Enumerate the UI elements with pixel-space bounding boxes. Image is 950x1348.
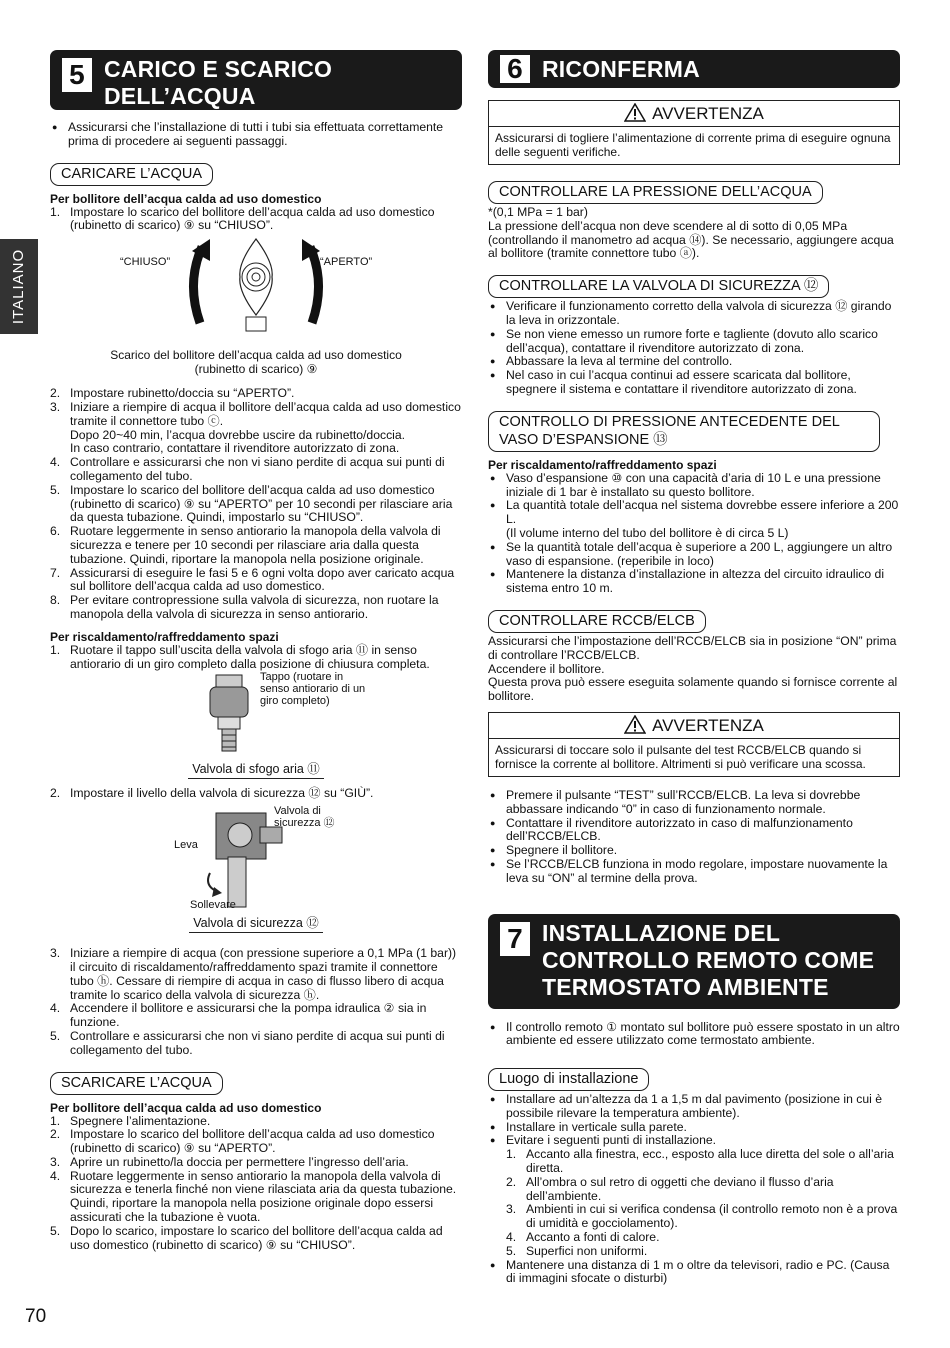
list-item: ● Installare in verticale sulla parete. <box>488 1121 900 1135</box>
right-column <box>488 50 900 1286</box>
luogo-heading: Luogo di installazione <box>488 1068 649 1091</box>
luogo-avoid-list <box>488 1148 900 1258</box>
list-item: 3. Aprire un rubinetto/la doccia per permettere l’ingresso dell’aria. <box>50 1154 409 1169</box>
intro-item: ● Assicurarsi che l’installazione di tutti i tubi sia effettuata correttamente prima di procedere ai seguenti passaggi. <box>50 121 462 149</box>
fig-tappo-label: Tappo (ruotare in senso antiorario di un giro completo) <box>260 671 366 708</box>
section-6-number: 6 <box>500 55 530 83</box>
warning-1-title: AVVERTENZA <box>652 104 764 123</box>
valvola-heading: CONTROLLARE LA VALVOLA DI SICUREZZA ⑫ <box>488 275 829 298</box>
section-6-title: RICONFERMA <box>542 56 700 82</box>
left-column <box>50 50 462 1252</box>
list-item: 4. Controllare e assicurarsi che non vi siano perdite di acqua sui punti di collegamento del tubo. <box>50 455 445 483</box>
scaricare-steps <box>50 1115 462 1253</box>
language-tab <box>0 239 38 334</box>
warning-2-header <box>489 713 899 739</box>
caricare-sub1: Per bollitore dell’acqua calda ad uso domestico <box>50 191 322 206</box>
list-item: 6. Ruotare leggermente in senso antiorario la manopola della valvola di sicurezza e tenere per 10 secondi per rilasciare aria dalla questa tubazione. Quindi, riportare la manopola nella posizione originale. <box>50 524 441 566</box>
page-number: 70 <box>25 1306 47 1327</box>
list-item: ● Mantenere una distanza di 1 m o oltre da televisori, radio e PC. (Causa di immagini sfocate o disturbi) <box>488 1259 900 1287</box>
list-item: ● Evitare i seguenti punti di installazione. <box>488 1134 900 1148</box>
fig-aperto-label: “APERTO” <box>320 256 373 269</box>
list-item: 4. Accanto a fonti di calore. <box>506 1230 660 1245</box>
section-6-header <box>488 50 900 88</box>
list-item: ● La quantità totale dell’acqua nel sistema dovrebbe essere inferiore a 200 L. (Il volume interno del tubo del bollitore è di circa 5 L) <box>488 499 900 540</box>
list-item: 1. Impostare lo scarico del bollitore dell’acqua calda ad uso domestico (rubinetto di scarico) ⑨ su “CHIUSO”. <box>50 204 435 233</box>
luogo-list <box>488 1093 900 1148</box>
list-item: 7. Assicurarsi di eseguire le fasi 5 e 6 ogni volta dopo aver caricato acqua sul bollitore dell’acqua calda ad uso domestico. <box>50 565 455 594</box>
list-item: ● Verificare il funzionamento corretto della valvola di sicurezza ⑫ girando la leva in orizzontale. <box>488 300 900 328</box>
list-item: 2. Impostare il livello della valvola di sicurezza ⑫ su “GIÙ”. <box>50 786 374 801</box>
caricare-steps <box>50 387 462 622</box>
riscaldamento-steps <box>50 947 462 1057</box>
list-item: ● Spegnere il bollitore. <box>488 844 900 858</box>
section-7-number: 7 <box>500 922 530 956</box>
warning-1-text: Assicurarsi di togliere l’alimentazione di corrente prima di eseguire ognuna delle seguenti verifiche. <box>495 131 891 159</box>
rccb-heading: CONTROLLARE RCCB/ELCB <box>488 610 706 633</box>
riscaldamento-step1 <box>50 644 462 672</box>
safety-valve-caption: Valvola di sicurezza ⑫ <box>189 913 323 933</box>
fig-chiuso-label: “CHIUSO” <box>120 256 171 269</box>
list-item: ● Se non viene emesso un rumore forte e tagliente (dovuto allo scarico dell’acqua), contattare il rivenditore autorizzato di zona. <box>488 328 900 356</box>
section-7-intro <box>488 1021 900 1049</box>
section-7-header <box>488 914 900 1009</box>
list-item: ● Mantenere la distanza d’installazione in altezza del circuito idraulico di sistema entro 10 m. <box>488 568 900 596</box>
air-purge-valve-drawing <box>202 673 262 757</box>
section-5-header <box>50 50 462 110</box>
caricare-sub2: Per riscaldamento/raffreddamento spazi <box>50 629 279 644</box>
warning-box-1 <box>488 100 900 165</box>
list-item: 5. Impostare lo scarico del bollitore dell’acqua calda ad uso domestico (rubinetto di scarico) ⑨ su “APERTO” per 10 secondi per rilasciare aria da questa tubazione. Quindi, impostarlo su “CHIUSO”. <box>50 482 453 525</box>
fig-leva-label: Leva <box>174 839 198 852</box>
section-7-title: INSTALLAZIONE DEL CONTROLLO REMOTO COME TERMOSTATO AMBIENTE <box>542 919 875 1000</box>
list-item: ● Contattare il rivenditore autorizzato in caso di malfunzionamento dell’RCCB/ELCB. <box>488 817 900 845</box>
pressione-text: *(0,1 MPa = 1 bar) La pressione dell’acqua non deve scendere al di sotto di 0,05 MPa (controllando il manometro ad acqua ⑭). Se necessario, aggiungere acqua al bollitore (tramite connettore tubo ⓐ). <box>488 205 894 261</box>
list-item: 4. Accendere il bollitore e assicurarsi che la pompa idraulica ② sia in funzione. <box>50 1001 427 1030</box>
list-item: 2. Impostare lo scarico del bollitore dell’acqua calda ad uso domestico (rubinetto di scarico) ⑨ su “APERTO”. <box>50 1127 435 1156</box>
list-item: 1. Accanto alla finestra, ecc., esposto alla luce diretta del sole o all’aria diretta. <box>506 1147 894 1176</box>
language-tab-label: ITALIANO <box>10 248 28 325</box>
list-item: 5. Superfici non uniformi. <box>506 1243 648 1258</box>
list-item: ● Il controllo remoto ① montato sul bollitore può essere spostato in un altro ambiente ed essere utilizzato come termostato ambiente. <box>488 1021 900 1049</box>
vaso-sub: Per riscaldamento/raffreddamento spazi <box>488 457 717 472</box>
drain-cock-drawing <box>166 233 346 343</box>
air-purge-figure <box>50 671 462 757</box>
list-item: 2. Impostare rubinetto/doccia su “APERTO”. <box>50 386 295 401</box>
list-item: 1. Ruotare il tappo sull’uscita della valvola di sfogo aria ⑪ in senso antiorario di un giro completo dalla posizione di chiusura completa. <box>50 642 430 671</box>
caricare-heading: CARICARE L’ACQUA <box>50 163 213 186</box>
list-item: 3. Iniziare a riempire di acqua (con pressione superiore a 0,1 MPa (1 bar)) il circuito di riscaldamento/raffreddamento spazi tramite il connettore tubo ⓗ. Cessare di riempire di acqua in caso di flusso libero di acqua tramite lo scarico della valvola di sicurezza ⓗ. <box>50 946 457 1002</box>
warning-2-title: AVVERTENZA <box>652 715 764 735</box>
list-item: ● Installare ad un’altezza da 1 a 1,5 m dal pavimento (posizione in cui è possibile rilevare la temperatura ambiente). <box>488 1093 900 1121</box>
scaricare-sub1: Per bollitore dell’acqua calda ad uso domestico <box>50 1100 322 1115</box>
list-item: 5. Dopo lo scarico, impostare lo scarico del bollitore dell’acqua calda ad uso domestico (rubinetto di scarico) ⑨ su “CHIUSO”. <box>50 1223 443 1252</box>
list-item: 3. Ambienti in cui si verifica condensa (il controllo remoto non è a prova di umidità e gocciolamento). <box>506 1202 898 1231</box>
rccb-text: Assicurarsi che l’impostazione dell’RCCB/ELCB sia in posizione “ON” prima di controllare l’RCCB/ELCB. Accendere il bollitore. Questa prova può essere eseguita solamente quando si fornisce corrente al bollitore. <box>488 633 898 704</box>
safety-valve-figure <box>50 801 462 911</box>
list-item: 3. Iniziare a riempire di acqua il bollitore dell’acqua calda ad uso domestico tramite il connettore tubo ⓒ. Dopo 20~40 min, l’acqua dovrebbe uscire da rubinetto/doccia. In caso contrario, contattare il rivenditore autorizzato di zona. <box>50 399 461 456</box>
list-item: 4. Ruotare leggermente in senso antiorario la manopola della valvola di sicurezza e tenerla finché non viene rilasciata aria da questa tubazione. Quindi, riportare la manopola nella posizione originale dopo essersi assicurati che la tubazione è vuota. <box>50 1168 457 1225</box>
vaso-heading: CONTROLLO DI PRESSIONE ANTECEDENTE DEL VASO D’ESPANSIONE ⑬ <box>488 411 880 452</box>
rccb-list <box>488 789 900 886</box>
fig-valvola-label: Valvola di sicurezza ⑫ <box>274 805 335 830</box>
riscaldamento-step2 <box>50 787 462 801</box>
section-5-intro <box>50 121 462 149</box>
list-item: 5. Controllare e assicurarsi che non vi siano perdite di acqua sui punti di collegamento del tubo. <box>50 1028 445 1057</box>
list-item: ● Premere il pulsante “TEST” sull’RCCB/ELCB. La leva si dovrebbe abbassare indicando “0” in caso di funzionamento normale. <box>488 789 900 817</box>
fig-sollevare-label: Sollevare <box>190 899 236 912</box>
section-5-title: CARICO E SCARICO DELL’ACQUA <box>104 56 333 109</box>
warning-2-text: Assicurarsi di toccare solo il pulsante del test RCCB/ELCB quando si fornisce la corrente al bollitore. Altrimenti si può verificare una scossa. <box>495 742 866 771</box>
scaricare-heading: SCARICARE L’ACQUA <box>50 1072 223 1095</box>
warning-1-header <box>489 101 899 127</box>
vaso-list <box>488 472 900 596</box>
drain-cock-caption: Scarico del bollitore dell’acqua calda ad uso domestico (rubinetto di scarico) ⑨ <box>110 348 402 377</box>
luogo-last <box>488 1259 900 1287</box>
list-item: ● Abbassare la leva al termine del controllo. <box>488 355 900 369</box>
section-5-number: 5 <box>62 58 92 92</box>
list-item: 8. Per evitare contropressione sulla valvola di sicurezza, non ruotare la manopola della valvola di sicurezza in senso antiorario. <box>50 593 439 621</box>
list-item: ● Se la quantità totale dell’acqua è superiore a 200 L, aggiungere un altro vaso di espansione. (reperibile in loco) <box>488 541 900 569</box>
list-item: 2. All’ombra o sul retro di oggetti che deviano il flusso d’aria dell’ambiente. <box>506 1174 834 1203</box>
drain-cock-figure <box>50 233 462 348</box>
list-item: 1. Spegnere l’alimentazione. <box>50 1113 211 1128</box>
warning-icon <box>624 103 646 122</box>
caricare-step1-list <box>50 206 462 234</box>
warning-box-2 <box>488 712 900 777</box>
pressione-heading: CONTROLLARE LA PRESSIONE DELL’ACQUA <box>488 181 823 204</box>
list-item: ● Nel caso in cui l’acqua continui ad essere scaricata dal bollitore, spegnere il sistema e contattare il rivenditore autorizzato di zona. <box>488 369 900 397</box>
air-purge-caption: Valvola di sfogo aria ⑪ <box>188 759 324 779</box>
valvola-list <box>488 300 900 397</box>
list-item: ● Se l’RCCB/ELCB funziona in modo regolare, impostare nuovamente la leva su “ON” al termine della prova. <box>488 858 900 886</box>
warning-icon <box>624 715 646 734</box>
list-item: ● Vaso d’espansione ⑩ con una capacità d’aria di 10 L e una pressione iniziale di 1 bar è installato su questo bollitore. <box>488 472 900 500</box>
